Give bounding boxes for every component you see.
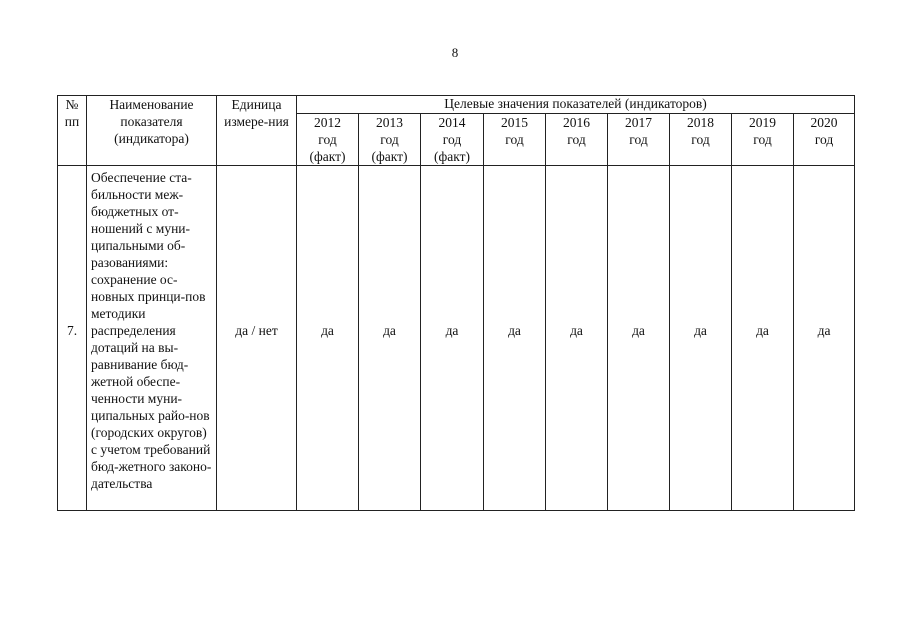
year-word: год: [629, 132, 648, 147]
value-cell: [608, 166, 670, 511]
value-text: да: [694, 322, 707, 338]
header-year: [297, 114, 359, 166]
year-number: 2018: [687, 115, 714, 130]
year-number: 2020: [810, 115, 838, 130]
indicator-unit: [217, 166, 297, 511]
year-number: 2013: [376, 115, 403, 130]
page-number: 8: [451, 45, 459, 60]
value-text: да: [383, 322, 396, 338]
header-year: [421, 114, 484, 166]
header-year: [484, 114, 546, 166]
value-cell: [794, 166, 855, 511]
value-cell: [359, 166, 421, 511]
year-word: год: [691, 132, 710, 147]
header-year: [608, 114, 670, 166]
header-year: [732, 114, 794, 166]
year-word: год: [505, 132, 524, 147]
header-year: [546, 114, 608, 166]
value-text: да: [508, 322, 521, 338]
value-cell: [297, 166, 359, 511]
year-word: год: [442, 132, 462, 147]
value-text: да: [445, 322, 459, 338]
header-year: [359, 114, 421, 166]
header-number: № пп: [58, 96, 87, 166]
indicator-unit-text: да / нет: [235, 322, 278, 338]
value-cell: [732, 166, 794, 511]
table-row: [58, 166, 855, 511]
year-number: 2015: [501, 115, 528, 130]
year-number: 2014: [438, 115, 466, 130]
year-note: (факт): [309, 149, 346, 164]
header-unit: Единица измере-ния: [217, 96, 297, 166]
indicator-name: Обеспечение ста-бильности меж-бюджетных от-ношений с муни-ципальными об-разованиями: сохранение ос-новных принци-пов методики распределения дотаций на вы-равнивание бюд-жетной обеспе-ченности муни-ципальных райо-нов (городских округов) с учетом требований бюд-жетного законо-дательства: [87, 166, 217, 511]
year-note: (факт): [433, 149, 470, 164]
value-cell: [484, 166, 546, 511]
value-text: да: [817, 322, 831, 338]
value-text: да: [756, 322, 769, 338]
value-text: да: [570, 322, 583, 338]
value-cell: [546, 166, 608, 511]
row-number: [58, 166, 87, 511]
value-cell: [670, 166, 732, 511]
value-cell: [421, 166, 484, 511]
year-number: 2019: [749, 115, 776, 130]
header-target-values: Целевые значения показателей (индикаторов): [297, 96, 855, 114]
year-word: год: [753, 132, 772, 147]
year-number: 2012: [314, 115, 341, 130]
year-word: год: [380, 132, 399, 147]
header-indicator-name: Наименование показателя (индикатора): [87, 96, 217, 166]
header-year: [670, 114, 732, 166]
year-word: год: [567, 132, 586, 147]
year-note: (факт): [371, 149, 408, 164]
year-number: 2017: [625, 115, 652, 130]
indicator-table: [57, 95, 855, 511]
header-year: [794, 114, 855, 166]
value-text: да: [321, 322, 334, 338]
row-number-text: 7.: [66, 322, 78, 338]
year-word: год: [318, 132, 337, 147]
year-number: 2016: [563, 115, 590, 130]
year-word: год: [814, 132, 834, 147]
value-text: да: [632, 322, 645, 338]
